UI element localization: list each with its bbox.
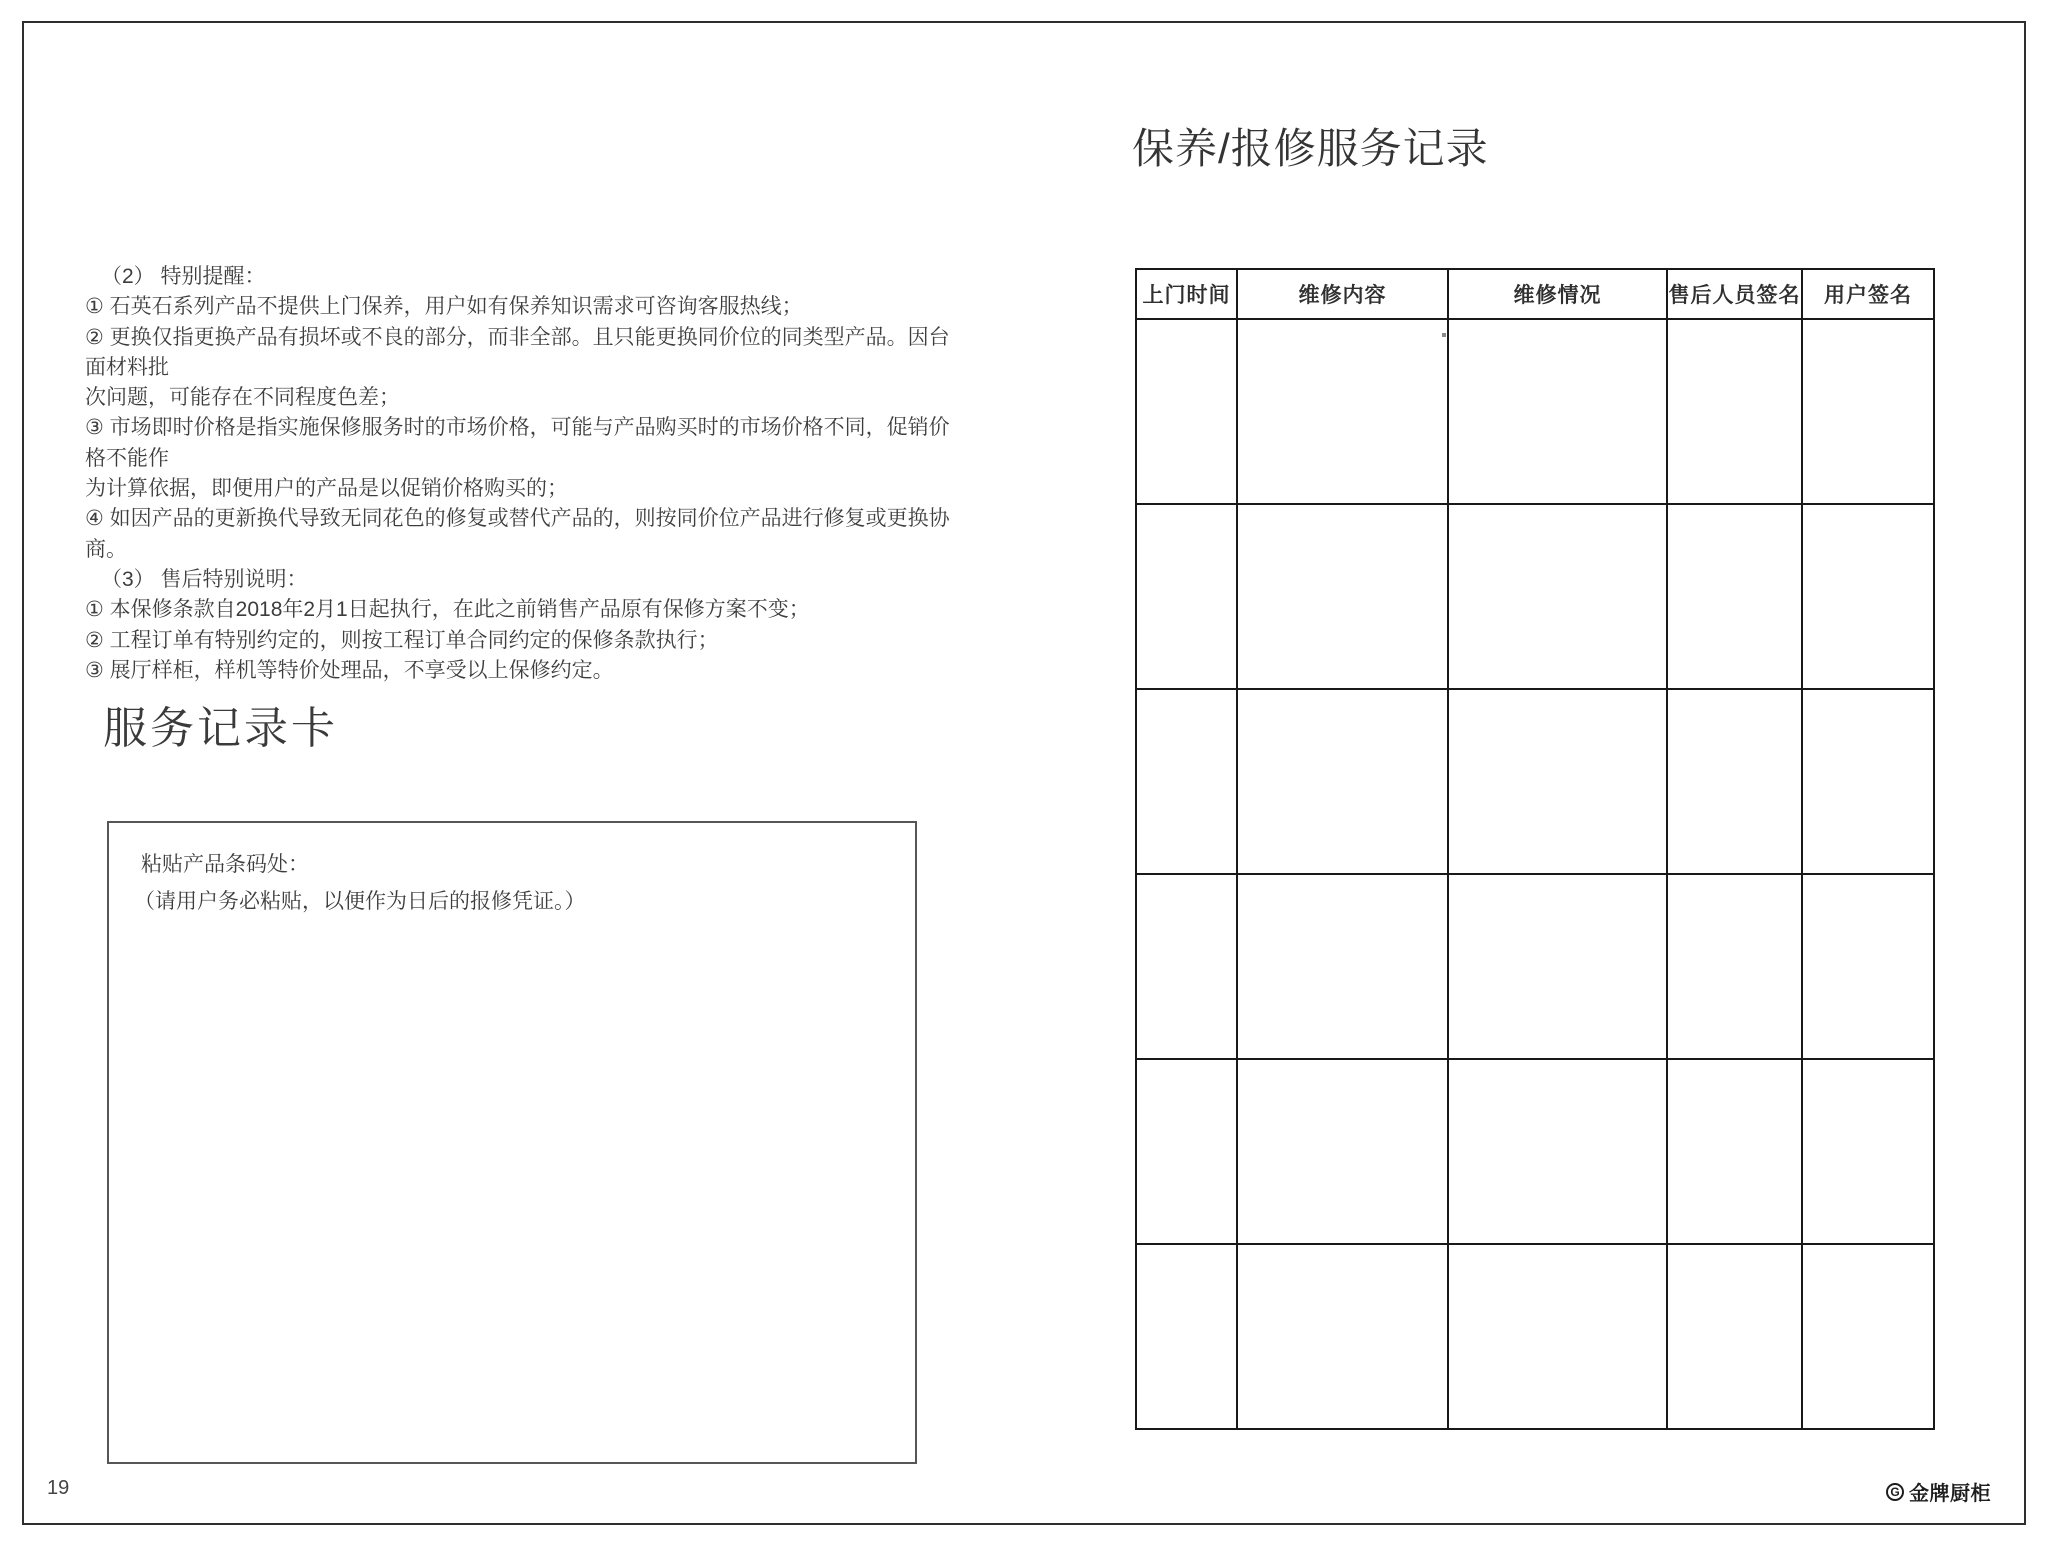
table-row <box>1136 504 1934 689</box>
record-cell <box>1136 319 1237 504</box>
warranty-terms-block <box>85 262 957 686</box>
record-cell <box>1448 689 1667 874</box>
record-cell <box>1136 689 1237 874</box>
table-row <box>1136 319 1934 504</box>
record-cell <box>1802 1059 1934 1244</box>
record-cell <box>1448 1059 1667 1244</box>
record-cell <box>1136 1059 1237 1244</box>
record-cell <box>1802 689 1934 874</box>
brand-logo <box>1886 1477 1991 1506</box>
service-record-card-title: 服务记录卡 <box>103 704 338 753</box>
header-user-signature: 用户签名 <box>1802 269 1934 319</box>
table-row <box>1136 1059 1934 1244</box>
record-cell <box>1667 1059 1802 1244</box>
record-cell <box>1802 504 1934 689</box>
record-cell <box>1237 874 1448 1059</box>
terms-line: ① 石英石系列产品不提供上门保养，用户如有保养知识需求可咨询客服热线； <box>85 295 803 319</box>
header-repair-content: 维修内容 <box>1237 269 1448 319</box>
barcode-box-note: （请用户务必粘贴，以便作为日后的报修凭证。） <box>134 890 586 913</box>
record-cell <box>1448 874 1667 1059</box>
table-row <box>1136 874 1934 1059</box>
terms-line: 为计算依据，即便用户的产品是以促销价格购买的； <box>85 477 568 501</box>
header-visit-time: 上门时间 <box>1136 269 1237 319</box>
terms-line: 次问题，可能存在不同程度色差； <box>85 386 400 410</box>
terms-line: （3） 售后特别说明： <box>101 567 308 591</box>
record-cell <box>1667 319 1802 504</box>
table-row <box>1136 689 1934 874</box>
service-record-title: 保养/报修服务记录 <box>1132 125 1489 172</box>
header-service-staff-signature: 售后人员签名 <box>1667 269 1802 319</box>
record-cell <box>1667 1244 1802 1429</box>
record-cell <box>1448 1244 1667 1429</box>
record-cell <box>1237 319 1448 504</box>
record-cell <box>1237 689 1448 874</box>
record-cell <box>1448 319 1667 504</box>
record-cell <box>1667 874 1802 1059</box>
service-record-table <box>1135 268 1935 1430</box>
record-cell <box>1667 504 1802 689</box>
terms-line: ③ 展厅样柜，样机等特价处理品，不享受以上保修约定。 <box>85 658 614 682</box>
table-row <box>1136 1244 1934 1429</box>
record-cell <box>1136 874 1237 1059</box>
terms-line: ② 工程订单有特别约定的，则按工程订单合同约定的保修条款执行； <box>85 628 719 652</box>
barcode-paste-box <box>107 821 917 1464</box>
page-number: 19 <box>47 1477 70 1499</box>
terms-line: ① 本保修条款自2018年2月1日起执行，在此之前销售产品原有保修方案不变； <box>85 598 810 622</box>
record-cell <box>1667 689 1802 874</box>
record-cell <box>1136 504 1237 689</box>
terms-line: ④ 如因产品的更新换代导致无同花色的修复或替代产品的，则按同价位产品进行修复或更换协商。 <box>85 507 950 561</box>
record-cell <box>1237 1244 1448 1429</box>
header-repair-status: 维修情况 <box>1448 269 1667 319</box>
record-cell <box>1136 1244 1237 1429</box>
record-cell <box>1237 1059 1448 1244</box>
barcode-box-label: 粘贴产品条码处： <box>141 853 309 876</box>
table-header-row <box>1136 269 1934 319</box>
terms-line: （2） 特别提醒： <box>101 265 266 288</box>
record-cell <box>1237 504 1448 689</box>
record-cell <box>1802 1244 1934 1429</box>
record-cell <box>1448 504 1667 689</box>
terms-line: ③ 市场即时价格是指实施保修服务时的市场价格，可能与产品购买时的市场价格不同，促销价格不能作 <box>85 416 950 470</box>
brand-g-circle-icon: G <box>1886 1483 1904 1501</box>
brand-name: 金牌厨柜 <box>1909 1483 1991 1505</box>
scan-speck-artifact <box>1442 333 1446 337</box>
record-cell <box>1802 874 1934 1059</box>
terms-line: ② 更换仅指更换产品有损坏或不良的部分，而非全部。且只能更换同价位的同类型产品。因台面材料批 <box>85 325 950 379</box>
record-cell <box>1802 319 1934 504</box>
